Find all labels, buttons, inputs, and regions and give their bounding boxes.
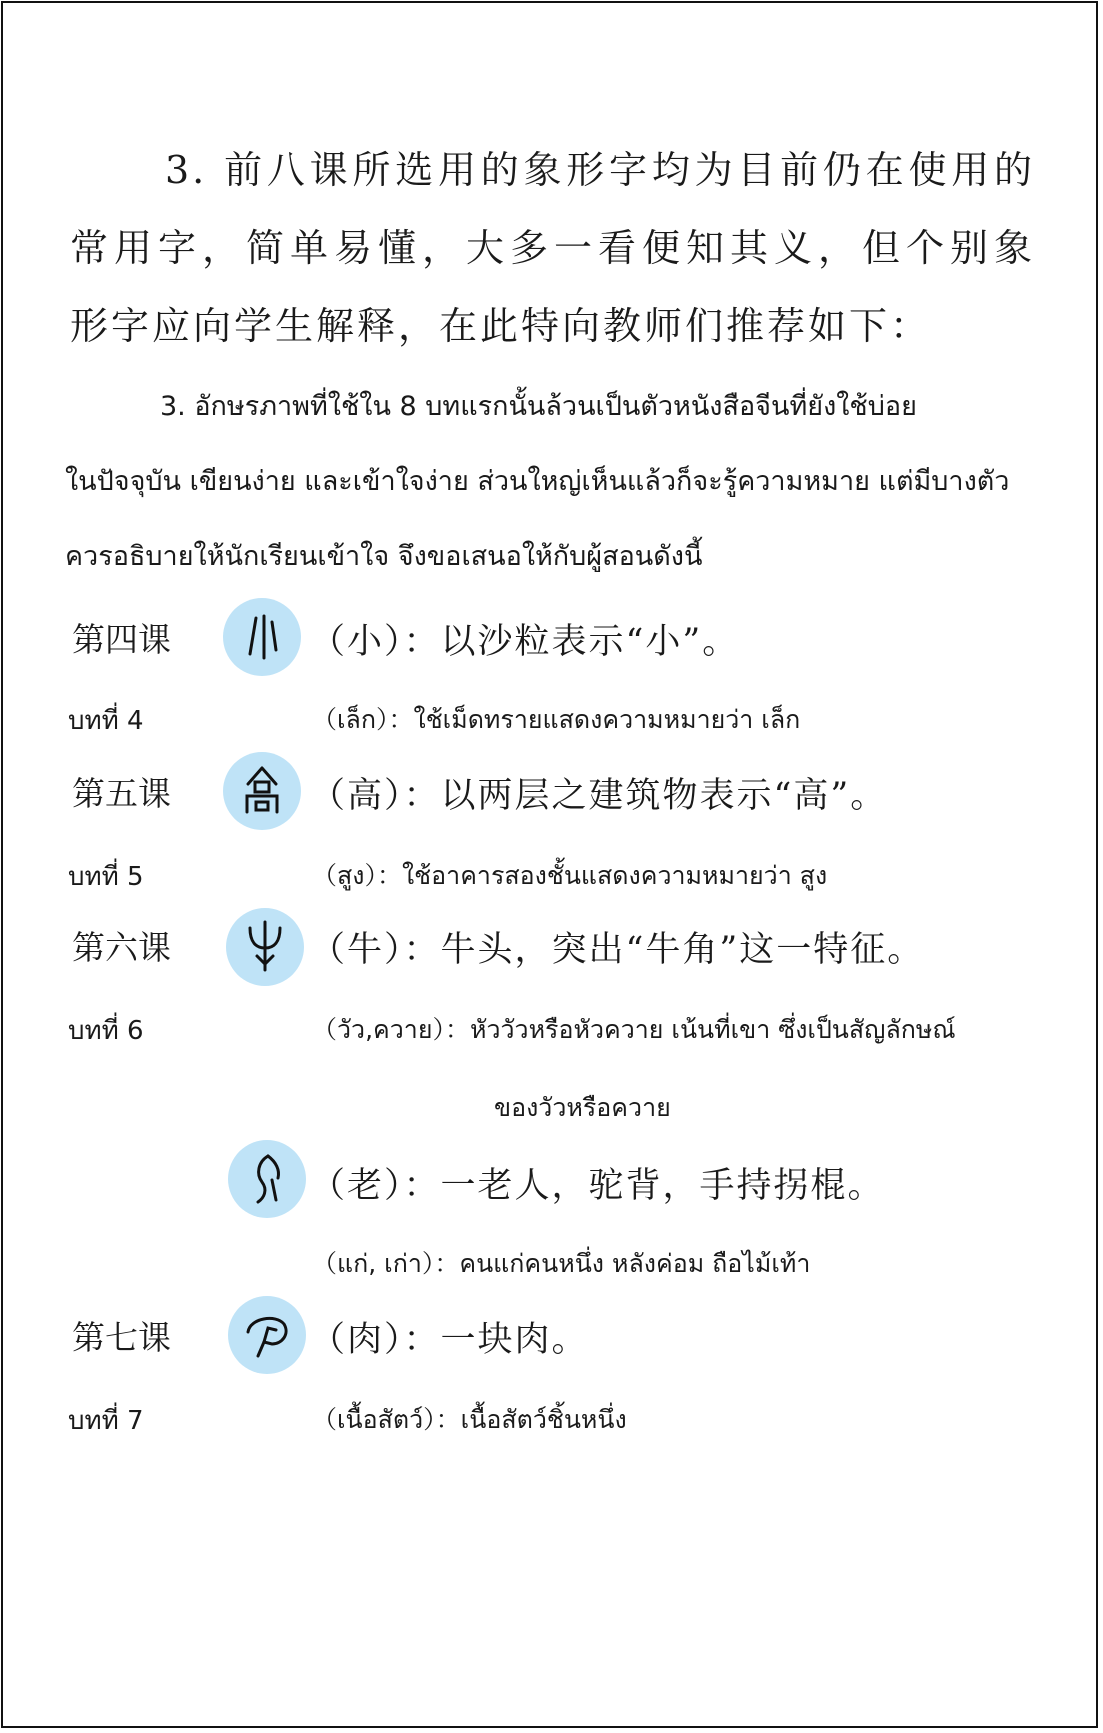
intro-th-line: ควรอธิบายให้นักเรียนเข้าใจ จึงขอเสนอให้กับผู้สอนดังนี้ [65, 541, 703, 572]
lesson-label-th: บทที่ 4 [68, 706, 144, 736]
lesson-desc-th: （เนื้อสัตว์）：เนื้อสัตว์ชิ้นหนึ่ง [312, 1405, 627, 1434]
intro-cn-line: 3. 前八课所选用的象形字均为目前仍在使用的 [165, 148, 1035, 192]
intro-cn-line: 常用字，简单易懂，大多一看便知其义，但个别象 [70, 226, 1035, 270]
lesson-label-th: บทที่ 6 [68, 1016, 144, 1046]
lesson-desc-cn: （小）：以沙粒表示“小”。 [310, 622, 740, 662]
oracle-rou-icon [228, 1296, 306, 1374]
lesson-desc-cn: （老）：一老人，驼背，手持拐棍。 [310, 1166, 885, 1206]
intro-th-line: ในปัจจุบัน เขียนง่าย และเข้าใจง่าย ส่วนใหญ่เห็นแล้วก็จะรู้ความหมาย แต่มีบางตัว [65, 466, 1010, 497]
lesson-desc-cn: （高）：以两层之建筑物表示“高”。 [310, 776, 888, 816]
intro-cn-line: 形字应向学生解释，在此特向教师们推荐如下： [70, 304, 932, 348]
lesson-label-cn: 第四课 [72, 620, 171, 659]
lesson-label-th: บทที่ 7 [68, 1406, 144, 1436]
lesson-desc-th: （แก่, เก่า）：คนแก่คนหนึ่ง หลังค่อม ถือไม้เท้า [312, 1249, 811, 1278]
lesson-label-cn: 第五课 [72, 774, 171, 813]
lesson-desc-th: （สูง）：ใช้อาคารสองชั้นแสดงความหมายว่า สูง [312, 861, 828, 890]
lesson-desc-cn: （肉）：一块肉。 [310, 1320, 589, 1360]
lesson-desc-th: （วัว,ควาย）：หัววัวหรือหัวควาย เน้นที่เขา ซึ่งเป็นสัญลักษณ์ [312, 1015, 956, 1044]
oracle-niu-icon [226, 908, 304, 986]
oracle-lao-icon [228, 1140, 306, 1218]
lesson-desc-th-continued: ของวัวหรือควาย [494, 1093, 671, 1122]
lesson-label-th: บทที่ 5 [68, 862, 144, 892]
intro-chinese-paragraph [70, 131, 1035, 365]
intro-thai-paragraph [65, 369, 1040, 594]
lesson-desc-cn: （牛）：牛头，突出“牛角”这一特征。 [310, 930, 925, 970]
lesson-label-cn: 第六课 [72, 928, 171, 967]
oracle-gao-icon [223, 752, 301, 830]
oracle-xiao-icon [223, 598, 301, 676]
lesson-desc-th: （เล็ก）：ใช้เม็ดทรายแสดงความหมายว่า เล็ก [312, 705, 801, 734]
lesson-label-cn: 第七课 [72, 1318, 171, 1357]
intro-th-line: 3. อักษรภาพที่ใช้ใน 8 บทแรกนั้นล้วนเป็นตัวหนังสือจีนที่ยังใช้บ่อย [160, 391, 917, 422]
